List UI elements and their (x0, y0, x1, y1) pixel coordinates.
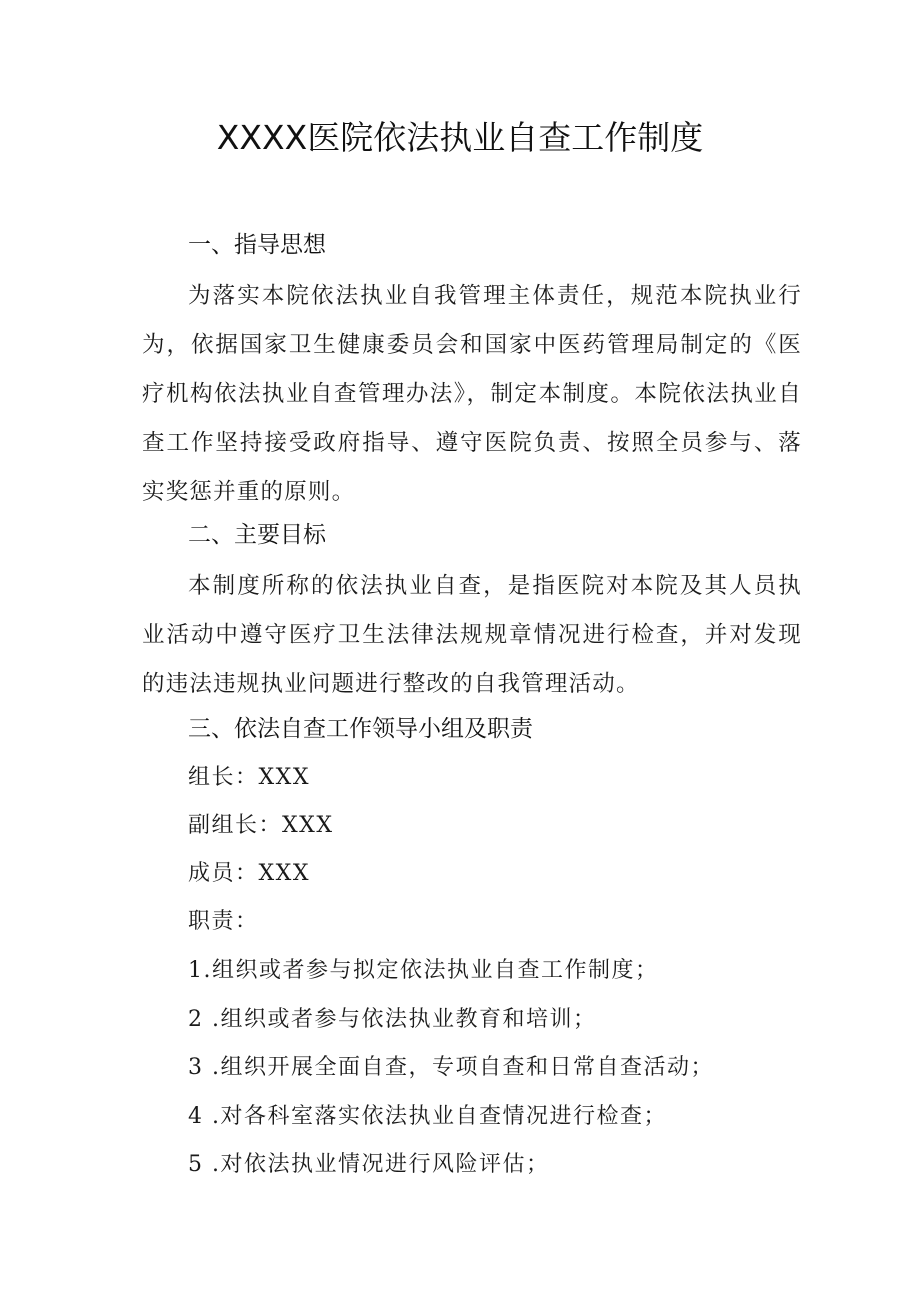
duty-item-1: 1.组织或者参与拟定依法执业自查工作制度； (188, 958, 659, 983)
section-heading-leading-group: 三、依法自查工作领导小组及职责 (188, 716, 533, 742)
duty-item-4: 4 .对各科室落实依法执业自查情况进行检查； (188, 1104, 667, 1129)
document-title: XXXX医院依法执业自查工作制度 (216, 118, 704, 157)
duty-item-2: 2 .组织或者参与依法执业教育和培训； (188, 1007, 597, 1032)
duties-label: 职责： (188, 909, 259, 934)
member-line-deputy-leader: 副组长：XXX (188, 813, 334, 838)
duty-item-5: 5 .对依法执业情况进行风险评估； (188, 1152, 550, 1177)
section-paragraph-main-goal: 本制度所称的依法执业自查，是指医院对本院及其人员执业活动中遵守医疗卫生法律法规规章情况进行检查，并对发现的违法违规执业问题进行整改的自我管理活动。 (142, 573, 802, 697)
member-line-leader: 组长：XXX (188, 765, 310, 790)
section-paragraph-guiding-thought: 为落实本院依法执业自我管理主体责任，规范本院执业行为，依据国家卫生健康委员会和国家中医药管理局制定的《医疗机构依法执业自查管理办法》，制定本制度。本院依法执业自查工作坚持接受政府指导、遵守医院负责、按照全员参与、落实奖惩并重的原则。 (142, 283, 802, 505)
duty-item-3: 3 .组织开展全面自查，专项自查和日常自查活动； (188, 1055, 714, 1080)
member-line-members: 成员：XXX (188, 861, 310, 886)
section-heading-guiding-thought: 一、指导思想 (188, 232, 326, 258)
section-heading-main-goal: 二、主要目标 (188, 522, 326, 548)
